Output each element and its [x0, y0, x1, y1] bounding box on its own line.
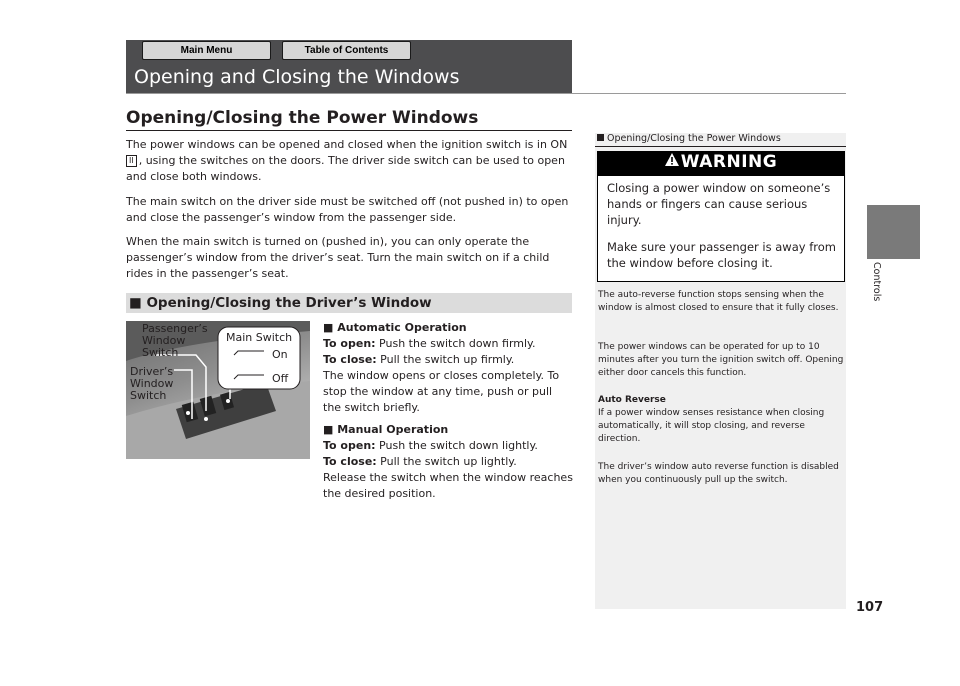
- auto-reverse-title: Auto Reverse: [598, 395, 666, 405]
- manual-close-label: To close:: [323, 455, 377, 468]
- intro-paragraph: [126, 137, 578, 185]
- section-divider: [126, 130, 572, 131]
- passenger-switch-label: [142, 323, 208, 359]
- auto-reverse-sensing-note: The auto-reverse function stops sensing when the window is almost closed to ensure that it fully closes.: [598, 290, 839, 313]
- passenger-label-line: Passenger’s: [142, 322, 208, 335]
- driver-switch-label: [130, 366, 173, 402]
- main-switch-on-label: On: [272, 348, 288, 361]
- manual-open-label: To open:: [323, 439, 376, 452]
- manual-close-instruction: [323, 454, 573, 470]
- window-switch-photo: [126, 321, 310, 459]
- manual-open-instruction: [323, 438, 573, 454]
- sidebar-note-divider: [595, 146, 846, 147]
- sidebar-note-header: [597, 133, 781, 144]
- warning-title: [597, 152, 845, 172]
- manual-operation-heading: ■ Manual Operation: [323, 423, 449, 436]
- auto-open-text: Push the switch down firmly.: [375, 337, 536, 350]
- intro-text-b: , using the switches on the doors. The driver side switch can be used to open and close both windows.: [126, 154, 565, 183]
- page-number: 107: [856, 600, 884, 615]
- passenger-label-line: Window: [142, 334, 186, 347]
- main-switch-off-label: Off: [272, 372, 289, 385]
- manual-close-text: Pull the switch up lightly.: [376, 455, 517, 468]
- section-title: Opening/Closing the Power Windows: [126, 108, 479, 128]
- auto-open-instruction: [323, 336, 573, 352]
- warning-triangle-icon: [665, 153, 679, 166]
- auto-reverse-text: If a power window senses resistance when closing automatically, it will stop closing, and reverse direction.: [598, 408, 825, 444]
- main-switch-label: Main Switch: [226, 331, 293, 344]
- passenger-label-line: Switch: [142, 346, 179, 359]
- driver-label-line: Switch: [130, 389, 167, 402]
- automatic-operation-heading: ■ Automatic Operation: [323, 321, 467, 334]
- ignition-position-icon: II: [126, 155, 137, 167]
- auto-close-label: To close:: [323, 353, 377, 366]
- manual-note: Release the switch when the window reaches the desired position.: [323, 471, 573, 500]
- auto-close-text: Pull the switch up firmly.: [376, 353, 515, 366]
- automatic-operation: [323, 320, 573, 416]
- main-menu-button[interactable]: Main Menu: [142, 41, 271, 60]
- warning-title-text: WARNING: [680, 152, 778, 172]
- subsection-title: ■ Opening/Closing the Driver’s Window: [129, 295, 432, 311]
- note-marker-icon: [597, 134, 604, 141]
- manual-open-text: Push the switch down lightly.: [375, 439, 538, 452]
- driver-label-line: Driver’s: [130, 365, 174, 378]
- header-divider: [126, 93, 846, 94]
- main-switch-off-paragraph: The main switch on the driver side must be switched off (not pushed in) to open and close the passenger’s window from the passenger side.: [126, 195, 569, 224]
- table-of-contents-button[interactable]: Table of Contents: [282, 41, 411, 60]
- auto-open-label: To open:: [323, 337, 376, 350]
- auto-reverse-disable-note: The driver’s window auto reverse function is disabled when you continuously pull up the switch.: [598, 462, 839, 485]
- chapter-side-tab: [867, 205, 920, 259]
- chapter-title: Opening and Closing the Windows: [134, 66, 460, 88]
- warning-text-1: Closing a power window on someone’s hands or fingers can cause serious injury.: [607, 181, 831, 227]
- sidebar-note-title: Opening/Closing the Power Windows: [607, 133, 781, 144]
- chapter-side-label: Controls: [871, 262, 882, 302]
- timed-operation-note: The power windows can be operated for up to 10 minutes after you turn the ignition switch off. Opening either door cancels this function.: [598, 342, 844, 378]
- intro-text-a: The power windows can be opened and closed when the ignition switch is in ON: [126, 138, 568, 151]
- auto-note: The window opens or closes completely. To stop the window at any time, push or pull the switch briefly.: [323, 369, 560, 414]
- driver-label-line: Window: [130, 377, 174, 390]
- main-switch-on-paragraph: When the main switch is turned on (pushed in), you can only operate the passenger’s window from the driver’s seat. Turn the main switch on if a child rides in the passenger’s seat.: [126, 235, 550, 280]
- auto-close-instruction: [323, 352, 573, 368]
- warning-text-2: Make sure your passenger is away from the window before closing it.: [607, 240, 836, 270]
- manual-operation: [323, 422, 573, 502]
